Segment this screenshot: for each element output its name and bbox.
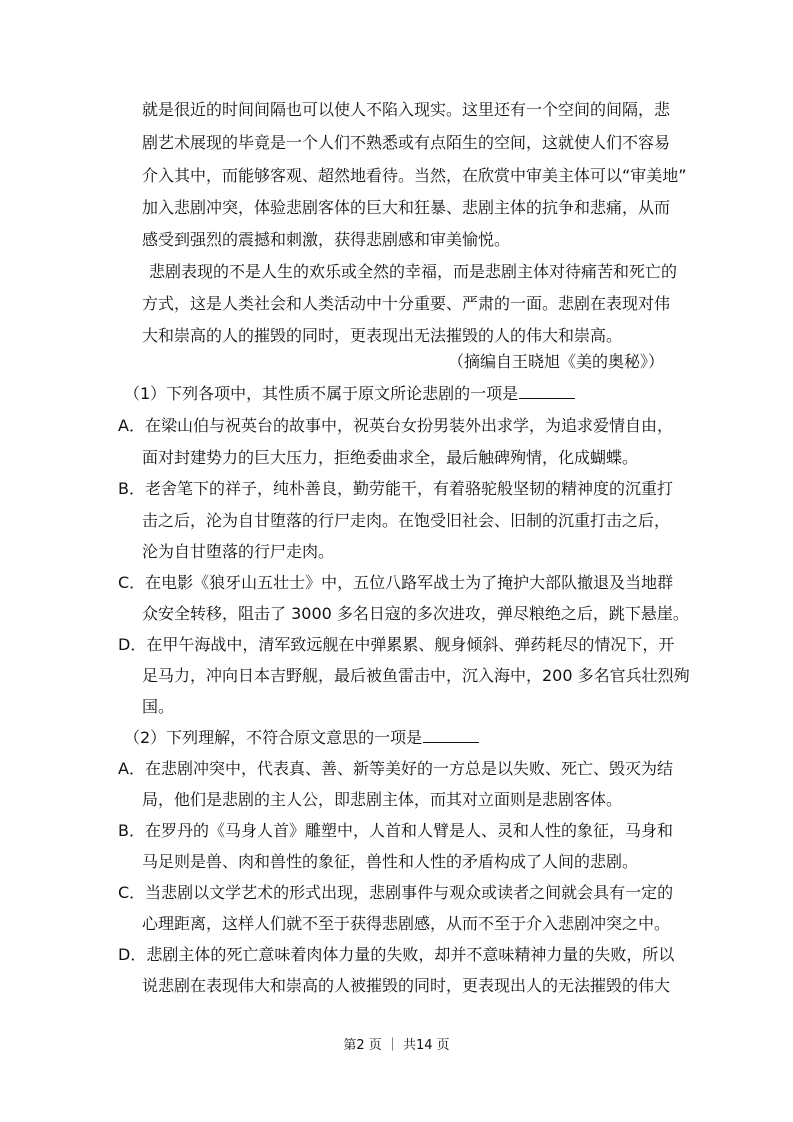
q1-option-b: B．老舍笔下的祥子，纯朴善良，勤劳能干，有着骆驼般坚韧的精神度的沉重打 — [118, 479, 673, 498]
q1-option-b-cont: 击之后，沦为自甘堕落的行尸走肉。在饱受旧社会、旧制的沉重打击之后， — [142, 511, 671, 530]
q2-option-d: D．悲剧主体的死亡意味着肉体力量的失败，却并不意味精神力量的失败，所以 — [118, 945, 675, 964]
page-footer: 第2 页 ｜ 共14 页 — [343, 1038, 450, 1053]
q1-option-d: D．在甲午海战中，清军致远舰在中弹累累、舰身倾斜、弹药耗尽的情况下，开 — [118, 635, 675, 654]
passage-line: 介入其中，而能够客观、超然地看待。当然，在欣赏中审美主体可以“审美地” — [142, 166, 687, 185]
q2-option-a-cont: 局，他们是悲剧的主人公，即悲剧主体，而其对立面则是悲剧客体。 — [142, 790, 623, 809]
q2-option-d-cont: 说悲剧在表现伟大和崇高的人被摧毁的同时，更表现出人的无法摧毁的伟大 — [142, 976, 671, 995]
answer-blank — [423, 728, 479, 743]
passage-line: 感受到强烈的震撼和刺激，获得悲剧感和审美愉悦。 — [142, 230, 511, 249]
q1-option-c: C．在电影《狼牙山五壮士》中，五位八路军战士为了掩护大部队撤退及当地群 — [118, 573, 674, 592]
q2-option-c: C．当悲剧以文学艺术的形式出现，悲剧事件与观众或读者之间就会具有一定的 — [118, 883, 674, 902]
q2-option-b-cont: 马足则是兽、肉和兽性的象征，兽性和人性的矛盾构成了人间的悲剧。 — [142, 852, 639, 871]
q1-option-a-cont: 面对封建势力的巨大压力，拒绝委曲求全，最后触碑殉情，化成蝴蝶。 — [142, 448, 639, 467]
passage-line: 就是很近的时间间隔也可以使人不陷入现实。这里还有一个空间的间隔，悲 — [142, 100, 671, 119]
q2-option-a: A．在悲剧冲突中，代表真、善、新等美好的一方总是以失败、死亡、毁灭为结 — [118, 759, 673, 778]
q1-option-b-cont: 沦为自甘堕落的行尸走肉。 — [142, 542, 335, 561]
passage-line: 悲剧表现的不是人生的欢乐或全然的幸福，而是悲剧主体对待痛苦和死亡的 — [149, 262, 678, 281]
answer-blank — [519, 384, 575, 399]
passage-line: 剧艺术展现的毕竟是一个人们不熟悉或有点陌生的空间，这就使人们不容易 — [142, 133, 671, 152]
q1-option-a: A．在梁山伯与祝英台的故事中，祝英台女扮男装外出求学，为追求爱情自由， — [118, 416, 673, 435]
q1-option-d-cont: 国。 — [142, 697, 175, 716]
question-1-stem: （1）下列各项中，其性质不属于原文所论悲剧的一项是 — [124, 382, 793, 406]
passage-source: （摘编自王晓旭《美的奥秘》） — [447, 352, 664, 371]
q1-option-c-cont: 众安全转移，阻击了 3000 多名日寇的多次进攻，弹尽粮绝之后，跳下悬崖。 — [142, 604, 689, 623]
passage-line: 方式，这是人类社会和人类活动中十分重要、严肃的一面。悲剧在表现对伟 — [142, 294, 671, 313]
q1-option-d-cont: 足马力，冲向日本吉野舰，最后被鱼雷击中，沉入海中，200 多名官兵壮烈殉 — [142, 666, 690, 685]
passage-line: 加入悲剧冲突，体验悲剧客体的巨大和狂暴、悲剧主体的抗争和悲痛，从而 — [142, 198, 671, 217]
q2-option-c-cont: 心理距离，这样人们就不至于获得悲剧感，从而不至于介入悲剧冲突之中。 — [142, 914, 671, 933]
q2-option-b: B．在罗丹的《马身人首》雕塑中，人首和人臂是人、灵和人性的象征，马身和 — [118, 821, 673, 840]
question-2-stem: （2）下列理解，不符合原文意思的一项是 — [124, 726, 793, 750]
passage-line: 大和崇高的人的摧毁的同时，更表现出无法摧毁的人的伟大和崇高。 — [142, 326, 623, 345]
